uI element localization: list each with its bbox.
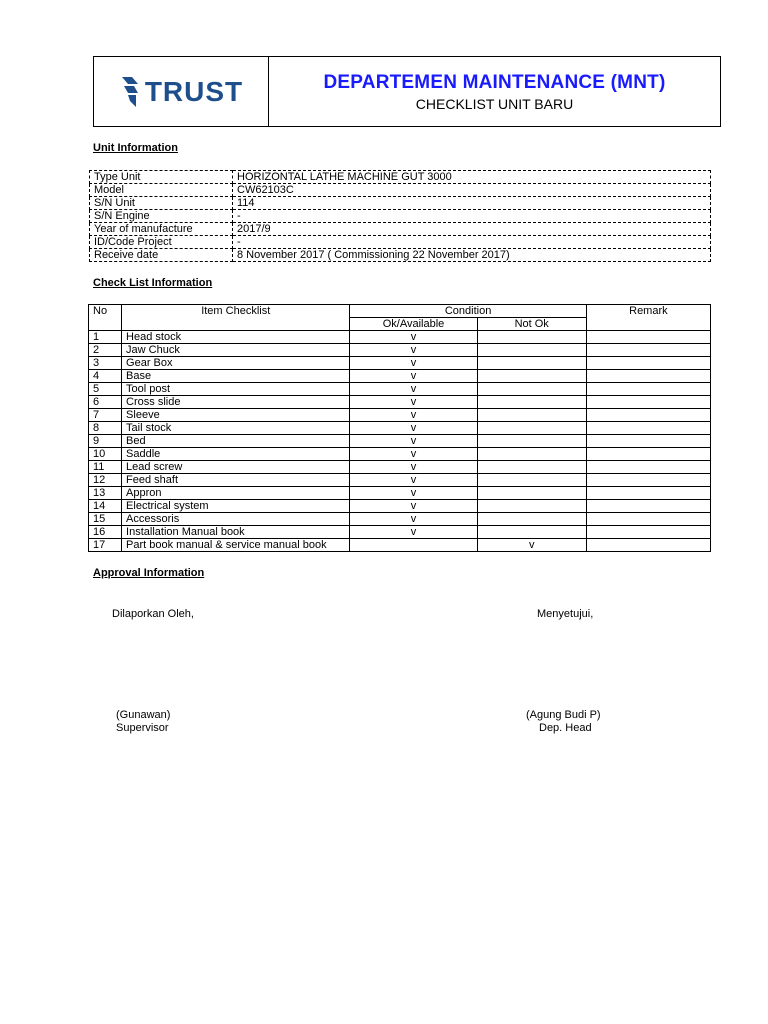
checklist-heading: Check List Information [93, 277, 213, 289]
checklist-no: 9 [89, 435, 122, 448]
checklist-item: Cross slide [122, 396, 350, 409]
checklist-no: 7 [89, 409, 122, 422]
checklist-no: 10 [89, 448, 122, 461]
checklist-item: Bed [122, 435, 350, 448]
logo-text: TRUST [144, 75, 244, 107]
checklist-remark [586, 487, 710, 500]
checklist-item: Sleeve [122, 409, 350, 422]
unit-info-label: Receive date [90, 249, 233, 262]
checklist-item: Gear Box [122, 357, 350, 370]
checklist-ok: v [350, 487, 477, 500]
checklist-remark [586, 539, 710, 552]
checklist-notok [477, 474, 586, 487]
trust-logo-icon [119, 75, 141, 109]
checklist-item: Part book manual & service manual book [122, 539, 350, 552]
col-remark-header: Remark [586, 305, 710, 331]
table-row [89, 396, 711, 409]
checklist-remark [586, 500, 710, 513]
reporter-role: Supervisor [116, 722, 169, 734]
checklist-remark [586, 344, 710, 357]
checklist-notok [477, 409, 586, 422]
col-item-header: Item Checklist [122, 305, 350, 331]
checklist-notok [477, 331, 586, 344]
table-row [89, 370, 711, 383]
unit-info-value: 2017/9 [233, 223, 711, 236]
approver-caption: Menyetujui, [537, 608, 594, 620]
checklist-no: 5 [89, 383, 122, 396]
unit-info-heading: Unit Information [93, 142, 178, 154]
checklist-ok: v [350, 461, 477, 474]
checklist-notok [477, 422, 586, 435]
checklist-item: Appron [122, 487, 350, 500]
checklist-notok [477, 383, 586, 396]
table-row [89, 357, 711, 370]
table-row [89, 500, 711, 513]
checklist-no: 16 [89, 526, 122, 539]
table-row [89, 409, 711, 422]
checklist-ok: v [350, 474, 477, 487]
unit-info-row [90, 249, 711, 262]
checklist-item: Head stock [122, 331, 350, 344]
unit-info-label: Year of manufacture [90, 223, 233, 236]
unit-info-value: - [233, 236, 711, 249]
reporter-name: (Gunawan) [116, 709, 171, 721]
checklist-item: Tool post [122, 383, 350, 396]
checklist-ok [350, 539, 477, 552]
checklist-remark [586, 513, 710, 526]
table-row [89, 331, 711, 344]
unit-info-label: Type Unit [90, 171, 233, 184]
unit-info-row [90, 197, 711, 210]
table-row [89, 487, 711, 500]
document-header [93, 56, 721, 127]
checklist-remark [586, 435, 710, 448]
checklist-notok [477, 448, 586, 461]
table-row [89, 526, 711, 539]
checklist-ok: v [350, 435, 477, 448]
checklist-ok: v [350, 383, 477, 396]
checklist-remark [586, 396, 710, 409]
table-row [89, 539, 711, 552]
checklist-notok [477, 513, 586, 526]
checklist-no: 15 [89, 513, 122, 526]
checklist-item: Accessoris [122, 513, 350, 526]
checklist-no: 4 [89, 370, 122, 383]
checklist-table [88, 304, 711, 552]
checklist-ok: v [350, 370, 477, 383]
checklist-remark [586, 461, 710, 474]
logo-cell [94, 57, 269, 126]
checklist-remark [586, 331, 710, 344]
table-row [89, 474, 711, 487]
table-row [89, 422, 711, 435]
checklist-ok: v [350, 448, 477, 461]
checklist-item: Base [122, 370, 350, 383]
checklist-item: Electrical system [122, 500, 350, 513]
approval-heading: Approval Information [93, 567, 205, 579]
checklist-notok: v [477, 539, 586, 552]
checklist-ok: v [350, 357, 477, 370]
checklist-no: 2 [89, 344, 122, 357]
unit-info-label: Model [90, 184, 233, 197]
checklist-remark [586, 357, 710, 370]
checklist-item: Feed shaft [122, 474, 350, 487]
unit-info-value: 8 November 2017 ( Commissioning 22 November 2017) [233, 249, 711, 262]
checklist-no: 3 [89, 357, 122, 370]
unit-info-label: S/N Engine [90, 210, 233, 223]
checklist-ok: v [350, 409, 477, 422]
unit-info-value: HORIZONTAL LATHE MACHINE GUT 3000 [233, 171, 711, 184]
checklist-no: 14 [89, 500, 122, 513]
title-cell [269, 57, 720, 126]
table-row [89, 383, 711, 396]
unit-info-value: - [233, 210, 711, 223]
checklist-remark [586, 526, 710, 539]
checklist-ok: v [350, 513, 477, 526]
checklist-item: Tail stock [122, 422, 350, 435]
unit-info-row [90, 223, 711, 236]
checklist-remark [586, 474, 710, 487]
checklist-notok [477, 435, 586, 448]
trust-logo [119, 75, 243, 109]
checklist-ok: v [350, 500, 477, 513]
page-subtitle: CHECKLIST UNIT BARU [415, 95, 574, 112]
table-row [89, 448, 711, 461]
unit-info-row [90, 171, 711, 184]
checklist-notok [477, 487, 586, 500]
checklist-item: Installation Manual book [122, 526, 350, 539]
unit-info-value: 114 [233, 197, 711, 210]
table-row [89, 461, 711, 474]
table-row [89, 513, 711, 526]
checklist-ok: v [350, 396, 477, 409]
approver-name: (Agung Budi P) [526, 709, 601, 721]
checklist-item: Jaw Chuck [122, 344, 350, 357]
checklist-notok [477, 500, 586, 513]
checklist-remark [586, 448, 710, 461]
checklist-notok [477, 357, 586, 370]
unit-info-row [90, 236, 711, 249]
col-ok-header: Ok/Available [350, 318, 477, 331]
checklist-remark [586, 370, 710, 383]
col-notok-header: Not Ok [477, 318, 586, 331]
unit-info-label: ID/Code Project [90, 236, 233, 249]
checklist-no: 6 [89, 396, 122, 409]
checklist-notok [477, 526, 586, 539]
checklist-no: 11 [89, 461, 122, 474]
checklist-remark [586, 422, 710, 435]
checklist-ok: v [350, 344, 477, 357]
col-condition-header: Condition [350, 305, 586, 318]
checklist-item: Lead screw [122, 461, 350, 474]
checklist-no: 8 [89, 422, 122, 435]
unit-info-row [90, 184, 711, 197]
checklist-notok [477, 344, 586, 357]
checklist-notok [477, 461, 586, 474]
unit-info-label: S/N Unit [90, 197, 233, 210]
approver-role: Dep. Head [539, 722, 592, 734]
unit-info-value: CW62103C [233, 184, 711, 197]
unit-info-row [90, 210, 711, 223]
table-row [89, 435, 711, 448]
checklist-notok [477, 396, 586, 409]
checklist-ok: v [350, 422, 477, 435]
checklist-no: 13 [89, 487, 122, 500]
checklist-ok: v [350, 526, 477, 539]
unit-info-table [89, 170, 711, 262]
checklist-ok: v [350, 331, 477, 344]
checklist-remark [586, 383, 710, 396]
col-no-header: No [89, 305, 122, 331]
reporter-caption: Dilaporkan Oleh, [112, 608, 194, 620]
checklist-no: 1 [89, 331, 122, 344]
checklist-no: 12 [89, 474, 122, 487]
checklist-no: 17 [89, 539, 122, 552]
page-title: DEPARTEMEN MAINTENANCE (MNT) [323, 71, 666, 93]
table-row [89, 344, 711, 357]
checklist-item: Saddle [122, 448, 350, 461]
checklist-notok [477, 370, 586, 383]
checklist-remark [586, 409, 710, 422]
